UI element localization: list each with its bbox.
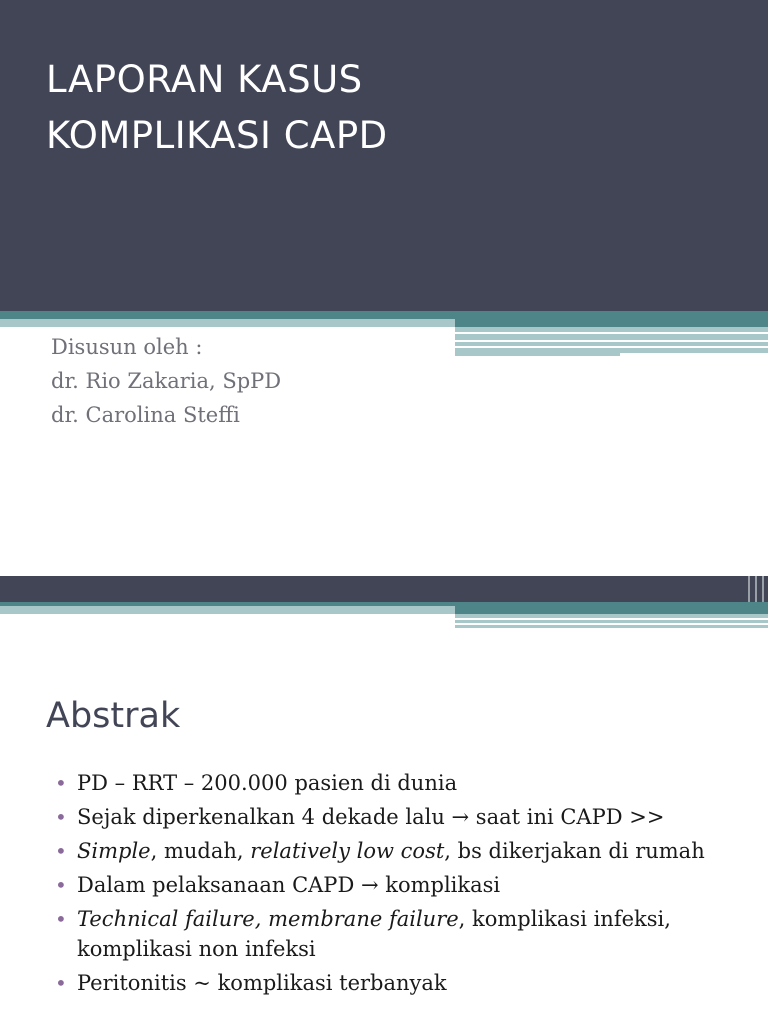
list-item-text: , bs dikerjakan di rumah (444, 839, 705, 863)
author-name-2: dr. Carolina Steffi (51, 403, 240, 427)
edge-stripe (748, 576, 750, 602)
slide-title-line-2: KOMPLIKASI CAPD (46, 114, 388, 157)
divider-band-light (455, 353, 620, 356)
list-item-text: , komplikasi infeksi, komplikasi non infeksi (77, 907, 671, 961)
list-item-text: Sejak diperkenalkan 4 dekade lalu → saat ini CAPD >> (77, 805, 665, 829)
bullet-icon: • (55, 873, 67, 897)
divider-stripe (455, 340, 768, 342)
author-intro: Disusun oleh : (51, 335, 203, 359)
slide-title-line-1: LAPORAN KASUS (46, 58, 363, 101)
list-item-text: Peritonitis ~ komplikasi terbanyak (77, 971, 447, 995)
divider-stripe (455, 618, 768, 620)
list-item (55, 968, 745, 998)
list-item (55, 768, 745, 798)
bullet-icon: • (55, 907, 67, 931)
edge-stripe (762, 576, 764, 602)
author-block (51, 330, 281, 432)
divider-stripe (455, 332, 768, 334)
list-item (55, 836, 745, 866)
list-item-text: , mudah, (150, 839, 251, 863)
bullet-icon: • (55, 971, 67, 995)
list-item (55, 870, 745, 900)
bullet-icon: • (55, 771, 67, 795)
divider-band-light (0, 319, 455, 327)
list-item-text: PD – RRT – 200.000 pasien di dunia (77, 771, 458, 795)
divider-stripe (455, 623, 768, 625)
edge-stripe (755, 576, 757, 602)
list-item-text: Simple (77, 839, 151, 863)
slide-title (46, 52, 388, 164)
section-heading: Abstrak (46, 696, 181, 736)
divider-band-light (0, 606, 455, 614)
bullet-icon: • (55, 805, 67, 829)
abstract-slide (0, 576, 768, 1024)
divider-stripe (455, 346, 768, 348)
top-header-bar (0, 576, 768, 602)
divider-band-light (455, 614, 768, 628)
bullet-list (55, 768, 745, 1002)
list-item-text: Technical failure, membrane failure (77, 907, 459, 931)
bullet-icon: • (55, 839, 67, 863)
list-item (55, 904, 745, 964)
list-item-text: Dalam pelaksanaan CAPD → komplikasi (77, 873, 501, 897)
list-item (55, 802, 745, 832)
author-name-1: dr. Rio Zakaria, SpPD (51, 369, 282, 393)
list-item-text: relatively low cost (250, 839, 445, 863)
